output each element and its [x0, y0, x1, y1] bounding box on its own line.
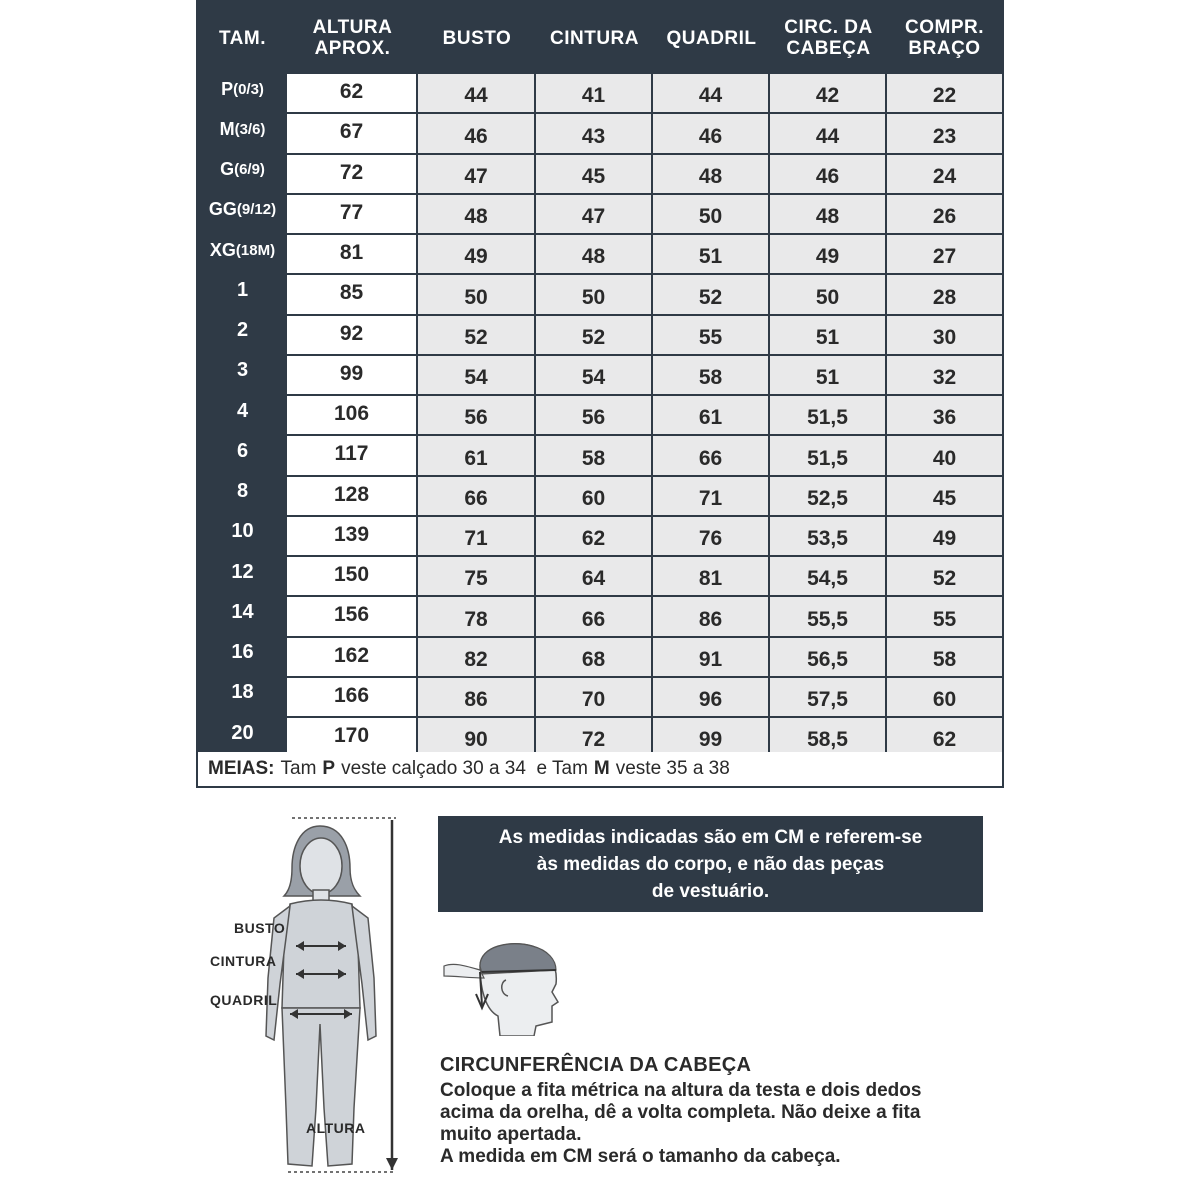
compr-cell: 24: [887, 155, 1002, 195]
size-cell: 18: [198, 678, 287, 718]
size-cell: GG (9/12): [198, 195, 287, 235]
circ-cell: 48: [770, 195, 887, 235]
size-cell: G (6/9): [198, 155, 287, 195]
table-row: [198, 356, 1002, 396]
busto-cell: 56: [418, 396, 536, 436]
size-cell: M (3/6): [198, 114, 287, 154]
busto-cell: 44: [418, 74, 536, 114]
header-busto: BUSTO: [442, 27, 512, 49]
cintura-cell: 70: [536, 678, 653, 718]
size-cell: 1: [198, 275, 287, 315]
cintura-cell: 41: [536, 74, 653, 114]
altura-cell: 67: [287, 114, 418, 154]
quadril-cell: 81: [653, 557, 770, 597]
altura-cell: 81: [287, 235, 418, 275]
compr-cell: 23: [887, 114, 1002, 154]
table-row: [198, 638, 1002, 678]
busto-cell: 82: [418, 638, 536, 678]
cintura-cell: 72: [536, 718, 653, 758]
compr-cell: 40: [887, 436, 1002, 476]
size-cell: 8: [198, 477, 287, 517]
header-circ-cabeca: CIRC. DA CABEÇA: [784, 17, 873, 59]
label-quadril: QUADRIL: [210, 992, 278, 1008]
size-cell: XG (18M): [198, 235, 287, 275]
circ-cell: 50: [770, 275, 887, 315]
compr-cell: 32: [887, 356, 1002, 396]
meias-text-1: Tam: [280, 758, 317, 779]
head-circ-instructions: [440, 1080, 1000, 1168]
quadril-cell: 52: [653, 275, 770, 315]
table-row: [198, 597, 1002, 637]
head-line-2: acima da orelha, dê a volta completa. Não deixe a fita: [440, 1102, 921, 1123]
quadril-cell: 44: [653, 74, 770, 114]
cintura-cell: 58: [536, 436, 653, 476]
meias-text-3: veste 35 a 38: [615, 758, 730, 779]
altura-cell: 156: [287, 597, 418, 637]
circ-cell: 51: [770, 316, 887, 356]
compr-cell: 49: [887, 517, 1002, 557]
quadril-cell: 55: [653, 316, 770, 356]
size-cell: 10: [198, 517, 287, 557]
size-cell: 2: [198, 316, 287, 356]
circ-cell: 51,5: [770, 396, 887, 436]
compr-cell: 62: [887, 718, 1002, 758]
altura-cell: 117: [287, 436, 418, 476]
note-line-1: As medidas indicadas são em CM e referem-se: [498, 827, 923, 848]
cintura-cell: 47: [536, 195, 653, 235]
compr-cell: 52: [887, 557, 1002, 597]
compr-cell: 45: [887, 477, 1002, 517]
size-cell: 16: [198, 638, 287, 678]
size-cell: 6: [198, 436, 287, 476]
compr-cell: 27: [887, 235, 1002, 275]
circ-cell: 51,5: [770, 436, 887, 476]
quadril-cell: 76: [653, 517, 770, 557]
altura-cell: 170: [287, 718, 418, 758]
head-line-3: muito apertada.: [440, 1124, 582, 1145]
busto-cell: 71: [418, 517, 536, 557]
cintura-cell: 52: [536, 316, 653, 356]
cintura-cell: 62: [536, 517, 653, 557]
table-row: [198, 557, 1002, 597]
size-chart-table: [196, 0, 1004, 788]
size-cell: 20: [198, 718, 287, 758]
cintura-cell: 64: [536, 557, 653, 597]
compr-cell: 26: [887, 195, 1002, 235]
table-row: [198, 114, 1002, 154]
table-row: [198, 436, 1002, 476]
meias-size-m: M: [593, 758, 610, 779]
size-cell: 14: [198, 597, 287, 637]
child-measurement-figure: [200, 808, 420, 1188]
busto-cell: 61: [418, 436, 536, 476]
cintura-cell: 45: [536, 155, 653, 195]
meias-footer: [198, 752, 1002, 786]
cintura-cell: 60: [536, 477, 653, 517]
table-row: [198, 195, 1002, 235]
size-cell: 12: [198, 557, 287, 597]
compr-cell: 22: [887, 74, 1002, 114]
label-busto: BUSTO: [234, 920, 286, 936]
size-cell: 3: [198, 356, 287, 396]
altura-cell: 99: [287, 356, 418, 396]
table-header: [198, 2, 1002, 74]
cintura-cell: 50: [536, 275, 653, 315]
quadril-cell: 71: [653, 477, 770, 517]
quadril-cell: 50: [653, 195, 770, 235]
altura-cell: 150: [287, 557, 418, 597]
measurement-note: [438, 816, 983, 912]
busto-cell: 46: [418, 114, 536, 154]
altura-cell: 162: [287, 638, 418, 678]
header-tam: TAM.: [218, 27, 267, 49]
altura-cell: 92: [287, 316, 418, 356]
busto-cell: 52: [418, 316, 536, 356]
busto-cell: 48: [418, 195, 536, 235]
circ-cell: 51: [770, 356, 887, 396]
altura-cell: 62: [287, 74, 418, 114]
meias-size-p: P: [322, 758, 336, 779]
altura-cell: 139: [287, 517, 418, 557]
meias-text-2: veste calçado 30 a 34 e Tam: [341, 758, 588, 779]
note-line-2: às medidas do corpo, e não das peças: [536, 854, 885, 875]
note-line-3: de vestuário.: [651, 881, 770, 902]
header-compr-braco: COMPR. BRAÇO: [905, 17, 984, 59]
compr-cell: 28: [887, 275, 1002, 315]
circ-cell: 57,5: [770, 678, 887, 718]
table-row: [198, 235, 1002, 275]
busto-cell: 90: [418, 718, 536, 758]
head-measuring-illustration: [440, 936, 570, 1036]
size-cell: P (0/3): [198, 74, 287, 114]
compr-cell: 58: [887, 638, 1002, 678]
cintura-cell: 66: [536, 597, 653, 637]
circ-cell: 55,5: [770, 597, 887, 637]
busto-cell: 49: [418, 235, 536, 275]
table-row: [198, 477, 1002, 517]
table-row: [198, 275, 1002, 315]
header-cintura: CINTURA: [550, 27, 639, 49]
busto-cell: 86: [418, 678, 536, 718]
label-cintura: CINTURA: [210, 953, 277, 969]
header-quadril: QUADRIL: [666, 27, 757, 49]
head-circ-title: CIRCUNFERÊNCIA DA CABEÇA: [440, 1054, 752, 1076]
busto-cell: 66: [418, 477, 536, 517]
quadril-cell: 61: [653, 396, 770, 436]
quadril-cell: 99: [653, 718, 770, 758]
compr-cell: 55: [887, 597, 1002, 637]
table-row: [198, 396, 1002, 436]
quadril-cell: 96: [653, 678, 770, 718]
compr-cell: 60: [887, 678, 1002, 718]
circ-cell: 54,5: [770, 557, 887, 597]
head-line-1: Coloque a fita métrica na altura da testa e dois dedos: [440, 1080, 922, 1101]
quadril-cell: 46: [653, 114, 770, 154]
circ-cell: 53,5: [770, 517, 887, 557]
circ-cell: 58,5: [770, 718, 887, 758]
quadril-cell: 51: [653, 235, 770, 275]
altura-cell: 106: [287, 396, 418, 436]
cintura-cell: 43: [536, 114, 653, 154]
quadril-cell: 66: [653, 436, 770, 476]
label-altura: ALTURA: [306, 1120, 366, 1136]
cintura-cell: 54: [536, 356, 653, 396]
quadril-cell: 48: [653, 155, 770, 195]
table-row: [198, 316, 1002, 356]
altura-cell: 77: [287, 195, 418, 235]
table-row: [198, 155, 1002, 195]
altura-cell: 128: [287, 477, 418, 517]
table-row: [198, 517, 1002, 557]
circ-cell: 56,5: [770, 638, 887, 678]
compr-cell: 36: [887, 396, 1002, 436]
header-altura: ALTURA APROX.: [312, 17, 393, 59]
circ-cell: 46: [770, 155, 887, 195]
circ-cell: 42: [770, 74, 887, 114]
busto-cell: 50: [418, 275, 536, 315]
quadril-cell: 91: [653, 638, 770, 678]
quadril-cell: 86: [653, 597, 770, 637]
compr-cell: 30: [887, 316, 1002, 356]
size-cell: 4: [198, 396, 287, 436]
cintura-cell: 56: [536, 396, 653, 436]
altura-cell: 72: [287, 155, 418, 195]
altura-cell: 85: [287, 275, 418, 315]
table-row: [198, 74, 1002, 114]
busto-cell: 78: [418, 597, 536, 637]
cintura-cell: 68: [536, 638, 653, 678]
table-row: [198, 678, 1002, 718]
busto-cell: 47: [418, 155, 536, 195]
altura-cell: 166: [287, 678, 418, 718]
cintura-cell: 48: [536, 235, 653, 275]
meias-label: MEIAS:: [208, 758, 275, 779]
head-line-4: A medida em CM será o tamanho da cabeça.: [440, 1146, 841, 1167]
quadril-cell: 58: [653, 356, 770, 396]
circ-cell: 49: [770, 235, 887, 275]
busto-cell: 54: [418, 356, 536, 396]
circ-cell: 44: [770, 114, 887, 154]
circ-cell: 52,5: [770, 477, 887, 517]
busto-cell: 75: [418, 557, 536, 597]
table-body: [198, 74, 1002, 758]
